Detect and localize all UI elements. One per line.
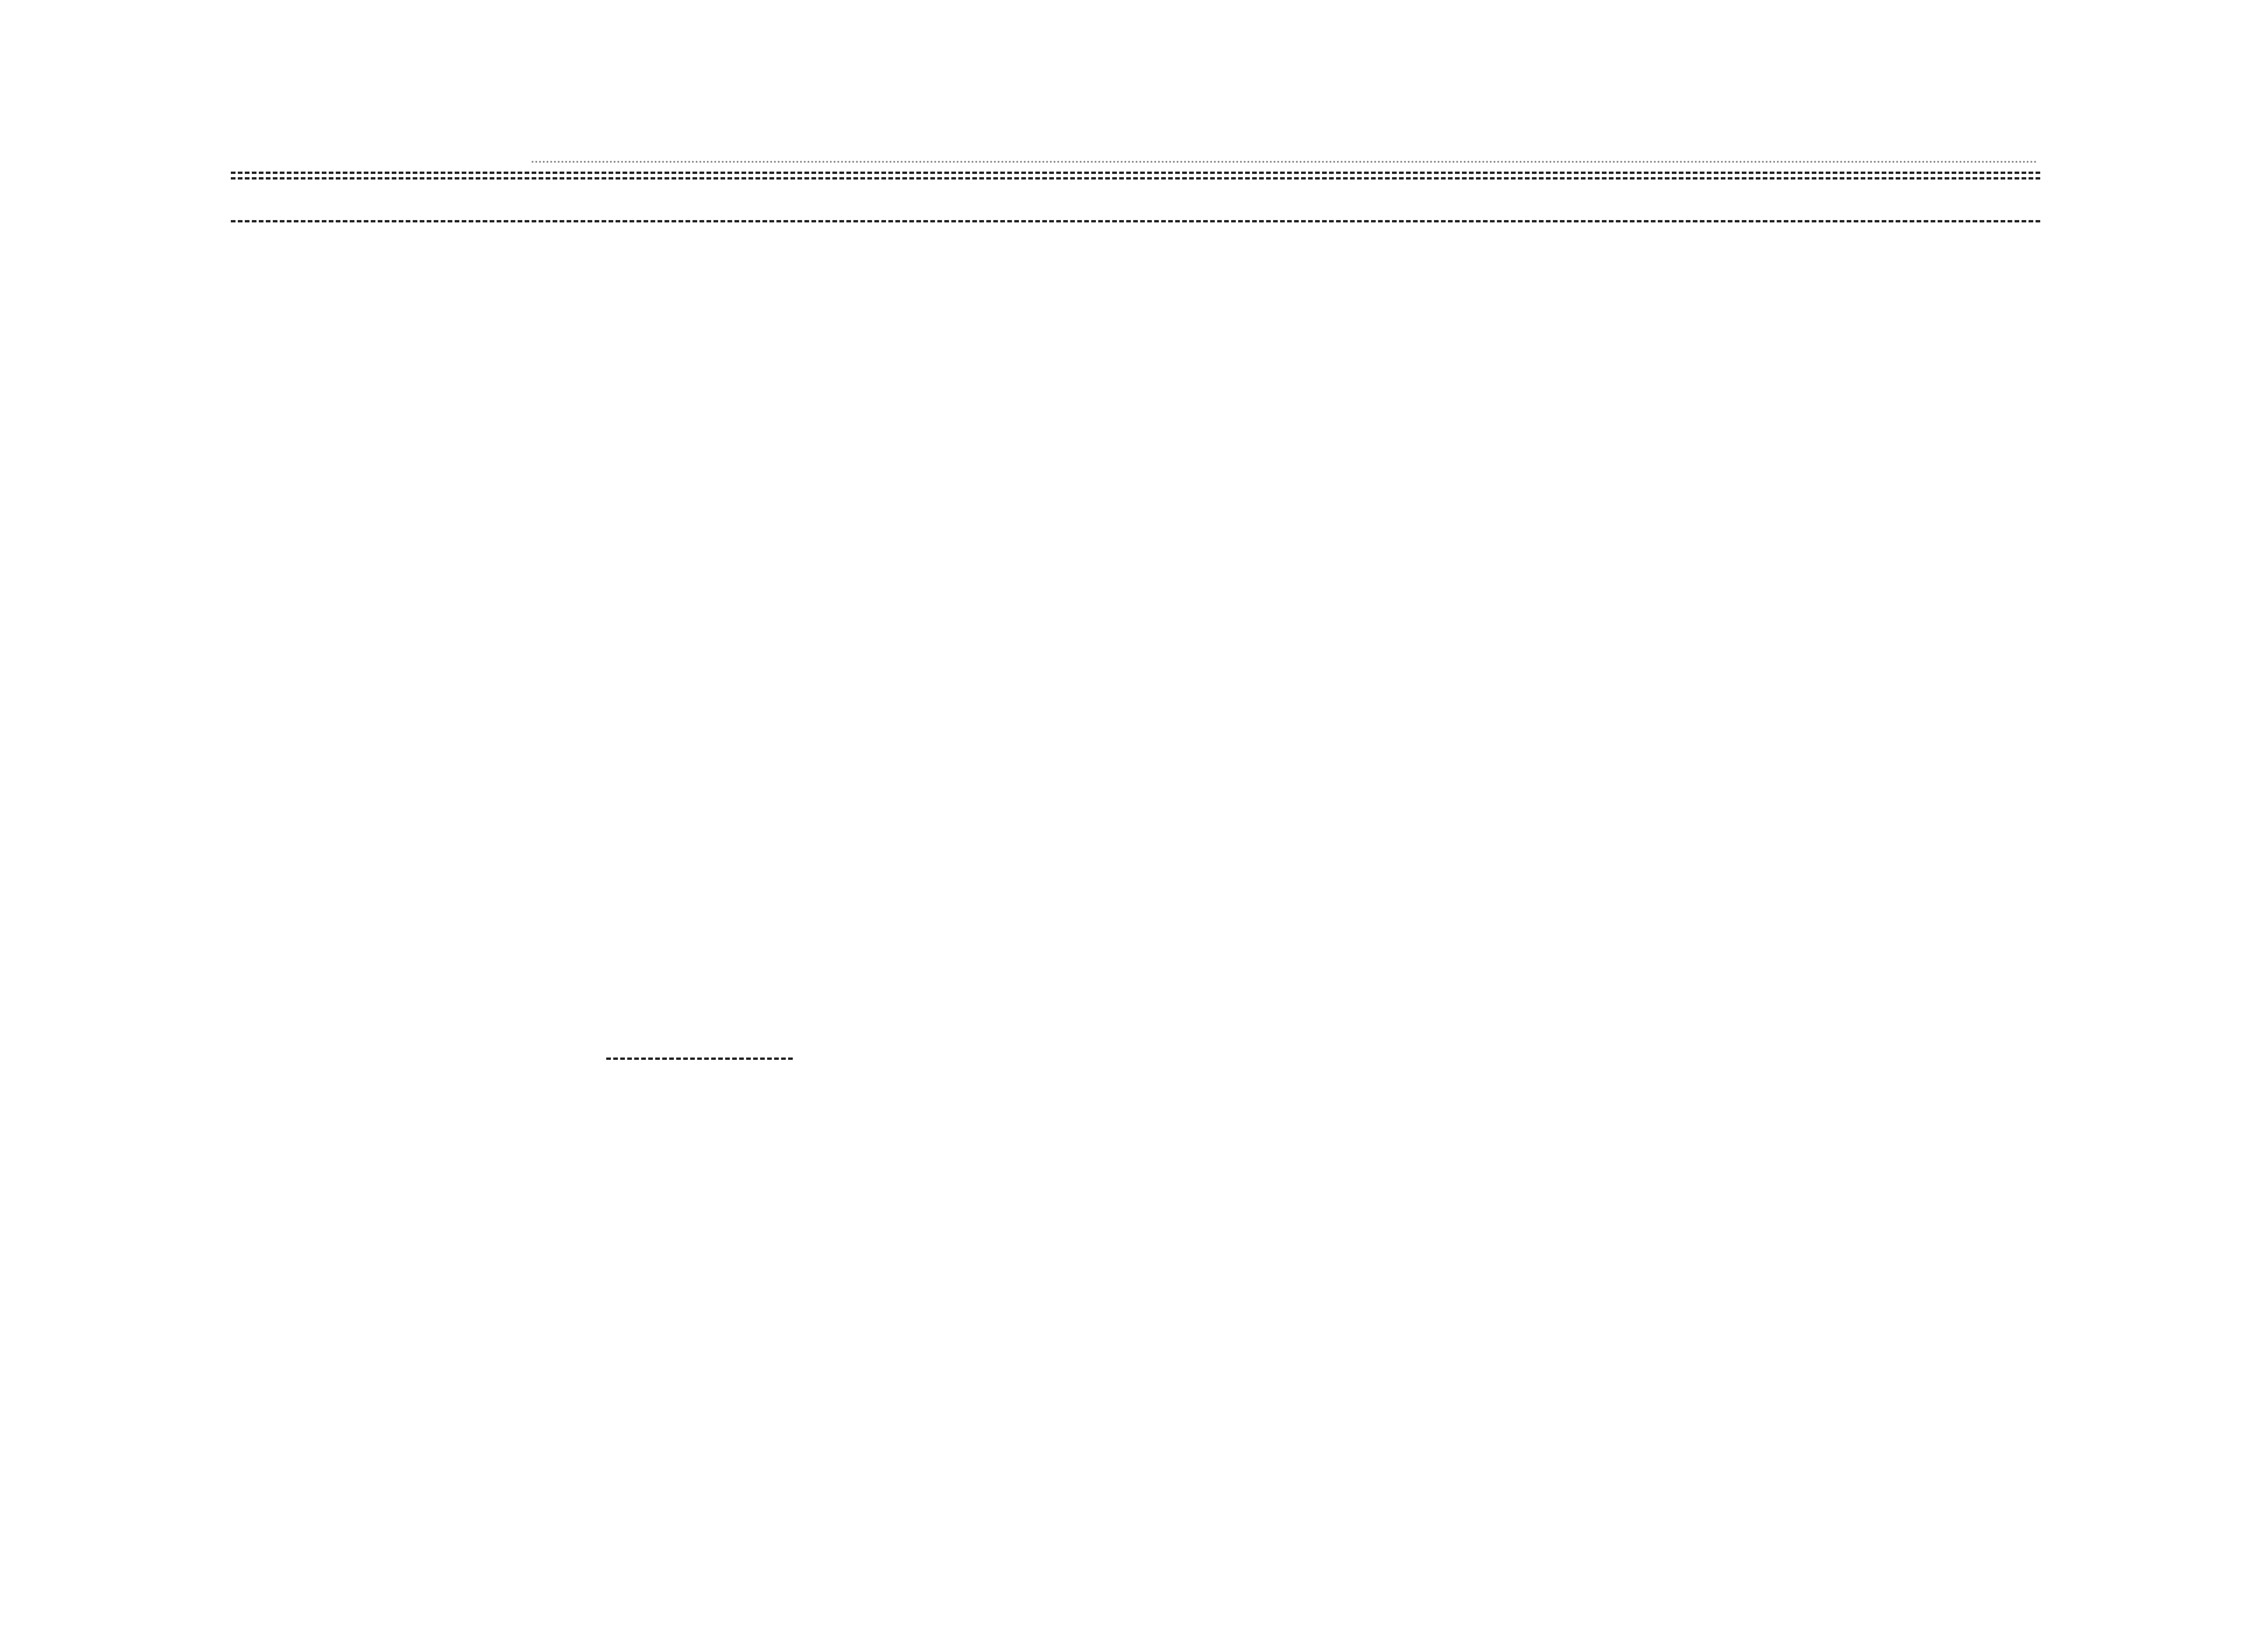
header-top-rule-2 xyxy=(231,177,2040,180)
header-top-rule xyxy=(231,172,2040,174)
section-underline xyxy=(606,1058,793,1060)
header-bottom-rule xyxy=(231,220,2040,222)
header-dotted-rule xyxy=(532,161,2038,163)
